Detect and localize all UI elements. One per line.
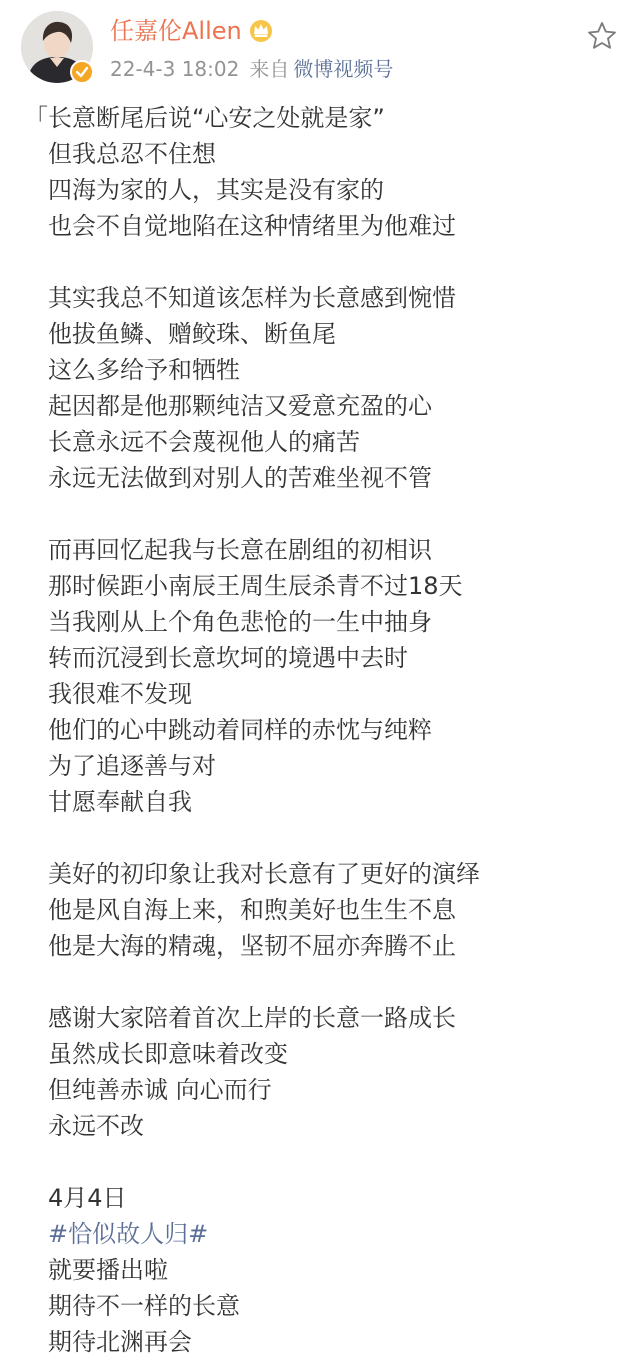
post-line: 他是大海的精魂，坚韧不屈亦奔腾不止: [48, 932, 456, 960]
user-name[interactable]: 任嘉伦Allen: [110, 17, 242, 45]
post-line: 感谢大家陪着首次上岸的长意一路成长: [48, 1004, 456, 1032]
post-line: 甘愿奉献自我: [48, 788, 192, 816]
post-line: 转而沉浸到长意坎坷的境遇中去时: [48, 644, 408, 672]
post-line: 期待北渊再会: [48, 1328, 192, 1356]
hashtag-link[interactable]: #恰似故人归#: [48, 1220, 209, 1248]
crown-icon: [248, 18, 274, 42]
user-name-row[interactable]: [110, 15, 274, 47]
post-line: 长意永远不会蔑视他人的痛苦: [48, 428, 360, 456]
post-line: 就要播出啦: [48, 1256, 168, 1284]
post-line: 为了追逐善与对: [48, 752, 216, 780]
post-line: 但我总忍不住想: [48, 140, 216, 168]
post-line: 起因都是他那颗纯洁又爱意充盈的心: [48, 392, 432, 420]
post-line: 他们的心中跳动着同样的赤忱与纯粹: [48, 716, 432, 744]
post-line: 四海为家的人，其实是没有家的: [48, 176, 384, 204]
post-line: 永远无法做到对别人的苦难坐视不管: [48, 464, 432, 492]
post-line: 永远不改: [48, 1112, 144, 1140]
post-line: 其实我总不知道该怎样为长意感到惋惜: [48, 284, 456, 312]
verified-badge-icon: [70, 60, 94, 84]
post-line: 他是风自海上来，和煦美好也生生不息: [48, 896, 456, 924]
post-line: 他拔鱼鳞、赠鲛珠、断鱼尾: [48, 320, 336, 348]
post-source-link[interactable]: 微博视频号: [293, 57, 394, 81]
post-timestamp: 22-4-3 18:02: [110, 57, 240, 81]
post-line: 也会不自觉地陷在这种情绪里为他难过: [48, 212, 456, 240]
post-line: 但纯善赤诚 向心而行: [48, 1076, 272, 1104]
post-line: 期待不一样的长意: [48, 1292, 240, 1320]
post-meta: [110, 55, 393, 83]
post-line: 虽然成长即意味着改变: [48, 1040, 288, 1068]
post-line: 这么多给予和牺牲: [48, 356, 240, 384]
source-prefix: 来自: [249, 57, 290, 81]
post-line: 我很难不发现: [48, 680, 192, 708]
post-line: 当我刚从上个角色悲怆的一生中抽身: [48, 608, 432, 636]
post-line: 美好的初印象让我对长意有了更好的演绎: [48, 860, 480, 888]
avatar[interactable]: [21, 11, 93, 83]
post-header: [0, 0, 640, 90]
post-line: 而再回忆起我与长意在剧组的初相识: [48, 536, 432, 564]
post-line: 4月4日: [48, 1184, 127, 1212]
post-line: 「长意断尾后说“心安之处就是家”: [24, 104, 385, 132]
star-outline-icon[interactable]: [584, 18, 620, 54]
post-line: 那时候距小南辰王周生辰杀青不过18天: [48, 572, 463, 600]
